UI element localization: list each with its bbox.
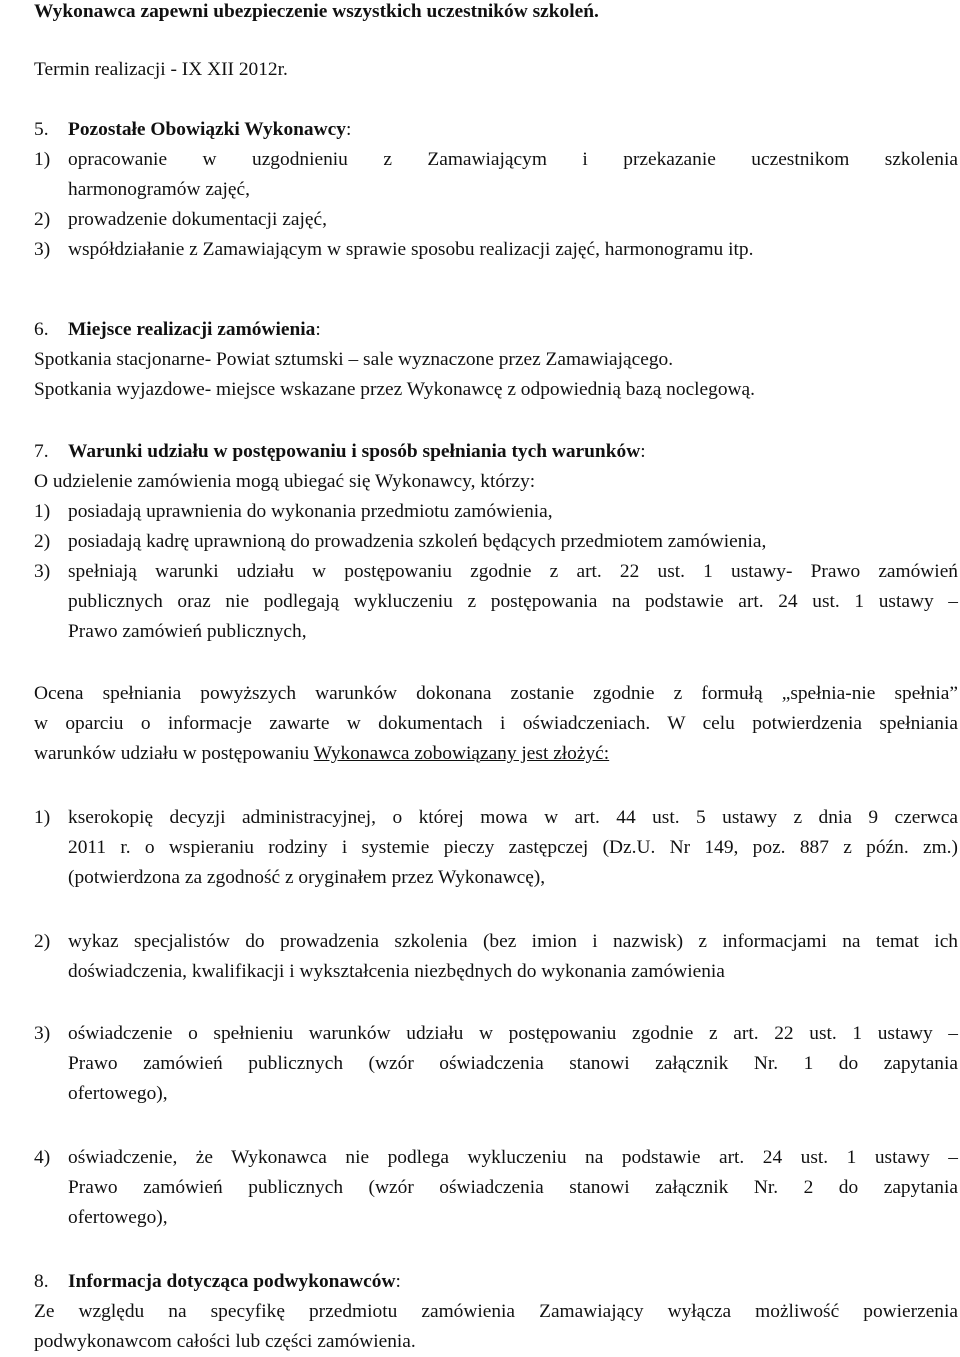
section-title: Informacja dotycząca podwykonawców (68, 1271, 396, 1292)
item-number: 2) (34, 209, 51, 230)
section-title: Warunki udziału w postępowaniu i sposób spełniania tych warunków (68, 441, 641, 462)
item-text: ofertowego), (68, 1083, 168, 1104)
section-8-line-1: Ze względu na specyfikę przedmiotu zamówienia Zamawiający wyłącza możliwość powierzenia (34, 1301, 958, 1322)
section-8-heading (34, 1267, 960, 1297)
section-title: Miejsce realizacji zamówienia (68, 319, 316, 340)
document-2 (34, 927, 960, 987)
item-text: Prawo zamówień publicznych (wzór oświadczenia stanowi załącznik Nr. 1 do zapytania (68, 1053, 958, 1074)
item-text: posiadają uprawnienia do wykonania przedmiotu zamówienia, (68, 501, 553, 522)
colon: : (315, 319, 321, 340)
item-text: wykaz specjalistów do prowadzenia szkolenia (bez imion i nazwisk) z informacjami na temat ich (68, 931, 958, 952)
term-line (34, 55, 960, 85)
section-5-item-2 (34, 205, 960, 235)
item-number: 2) (34, 531, 51, 552)
item-text: współdziałanie z Zamawiającym w sprawie sposobu realizacji zajęć, harmonogramu itp. (68, 239, 754, 260)
section-6-line-1: Spotkania stacjonarne- Powiat sztumski – sale wyznaczone przez Zamawiającego. (34, 349, 674, 370)
item-text: posiadają kadrę uprawnioną do prowadzenia szkoleń będących przedmiotem zamówienia, (68, 531, 767, 552)
section-6-line-2: Spotkania wyjazdowe- miejsce wskazane przez Wykonawcę z odpowiednią bazą noclegową. (34, 379, 756, 400)
item-text: harmonogramów zajęć, (68, 179, 250, 200)
item-number: 3) (34, 561, 51, 582)
item-text: prowadzenie dokumentacji zajęć, (68, 209, 327, 230)
section-6-heading (34, 315, 960, 345)
item-text: 2011 r. o wspieraniu rodziny i systemie pieczy zastępczej (Dz.U. Nr 149, poz. 887 z późn. zm.) (68, 837, 958, 858)
item-text: opracowanie w uzgodnieniu z Zamawiającym i przekazanie uczestnikom szkolenia (68, 149, 958, 170)
section-number: 6. (34, 319, 49, 340)
evaluation-line-1: Ocena spełniania powyższych warunków dokonana zostanie zgodnie z formułą „spełnia-nie spełnia” (34, 683, 958, 704)
condition-1 (34, 497, 960, 527)
section-7-intro: O udzielenie zamówienia mogą ubiegać się Wykonawcy, którzy: (34, 471, 536, 492)
section-number: 5. (34, 119, 49, 140)
safety-line (34, 0, 960, 27)
item-number: 1) (34, 807, 51, 828)
evaluation-underlined: Wykonawca zobowiązany jest złożyć: (313, 743, 610, 764)
document-4 (34, 1143, 960, 1233)
condition-3 (34, 557, 960, 647)
item-text: spełniają warunki udziału w postępowaniu zgodnie z art. 22 ust. 1 ustawy- Prawo zamówień (68, 561, 958, 582)
item-text: Prawo zamówień publicznych (wzór oświadczenia stanowi załącznik Nr. 2 do zapytania (68, 1177, 958, 1198)
section-5-heading (34, 115, 960, 145)
item-text: Prawo zamówień publicznych, (68, 621, 307, 642)
item-text: oświadczenie, że Wykonawca nie podlega wykluczeniu na podstawie art. 24 ust. 1 ustawy – (68, 1147, 958, 1168)
item-text: (potwierdzona za zgodność z oryginałem przez Wykonawcę), (68, 867, 546, 888)
term-text: Termin realizacji - IX XII 2012r. (34, 59, 288, 80)
item-text: kserokopię decyzji administracyjnej, o której mowa w art. 44 ust. 5 ustawy z dnia 9 czerwca (68, 807, 958, 828)
section-number: 8. (34, 1271, 49, 1292)
item-number: 4) (34, 1147, 51, 1168)
evaluation-line-2: w oparciu o informacje zawarte w dokumentach i oświadczeniach. W celu potwierdzenia spełniania (34, 713, 958, 734)
section-number: 7. (34, 441, 49, 462)
colon: : (395, 1271, 401, 1292)
document-1 (34, 803, 960, 893)
item-number: 1) (34, 501, 51, 522)
colon: : (345, 119, 352, 140)
item-number: 3) (34, 239, 51, 260)
section-5-item-1 (34, 145, 960, 205)
item-number: 3) (34, 1023, 51, 1044)
colon: : (640, 441, 646, 462)
section-8-line-2: podwykonawcom całości lub części zamówienia. (34, 1331, 416, 1352)
evaluation-text: warunków udziału w postępowaniu (34, 743, 314, 764)
item-number: 1) (34, 149, 51, 170)
section-title: Pozostałe Obowiązki Wykonawcy (68, 119, 346, 140)
document-3 (34, 1019, 960, 1109)
item-text: doświadczenia, kwalifikacji i wykształcenia niezbędnych do wykonania zamówienia (68, 961, 725, 982)
safety-text: Wykonawca zapewni ubezpieczenie wszystkich uczestników szkoleń. (34, 1, 599, 22)
item-text: publicznych oraz nie podlegają wykluczeniu z postępowania na podstawie art. 24 ust. 1 ustawy – (68, 591, 958, 612)
section-5-item-3 (34, 235, 960, 265)
item-text: oświadczenie o spełnieniu warunków udziału w postępowaniu zgodnie z art. 22 ust. 1 ustawy – (68, 1023, 958, 1044)
condition-2 (34, 527, 960, 557)
item-number: 2) (34, 931, 51, 952)
evaluation-line-3 (34, 739, 960, 769)
item-text: ofertowego), (68, 1207, 168, 1228)
section-7-heading (34, 437, 960, 467)
